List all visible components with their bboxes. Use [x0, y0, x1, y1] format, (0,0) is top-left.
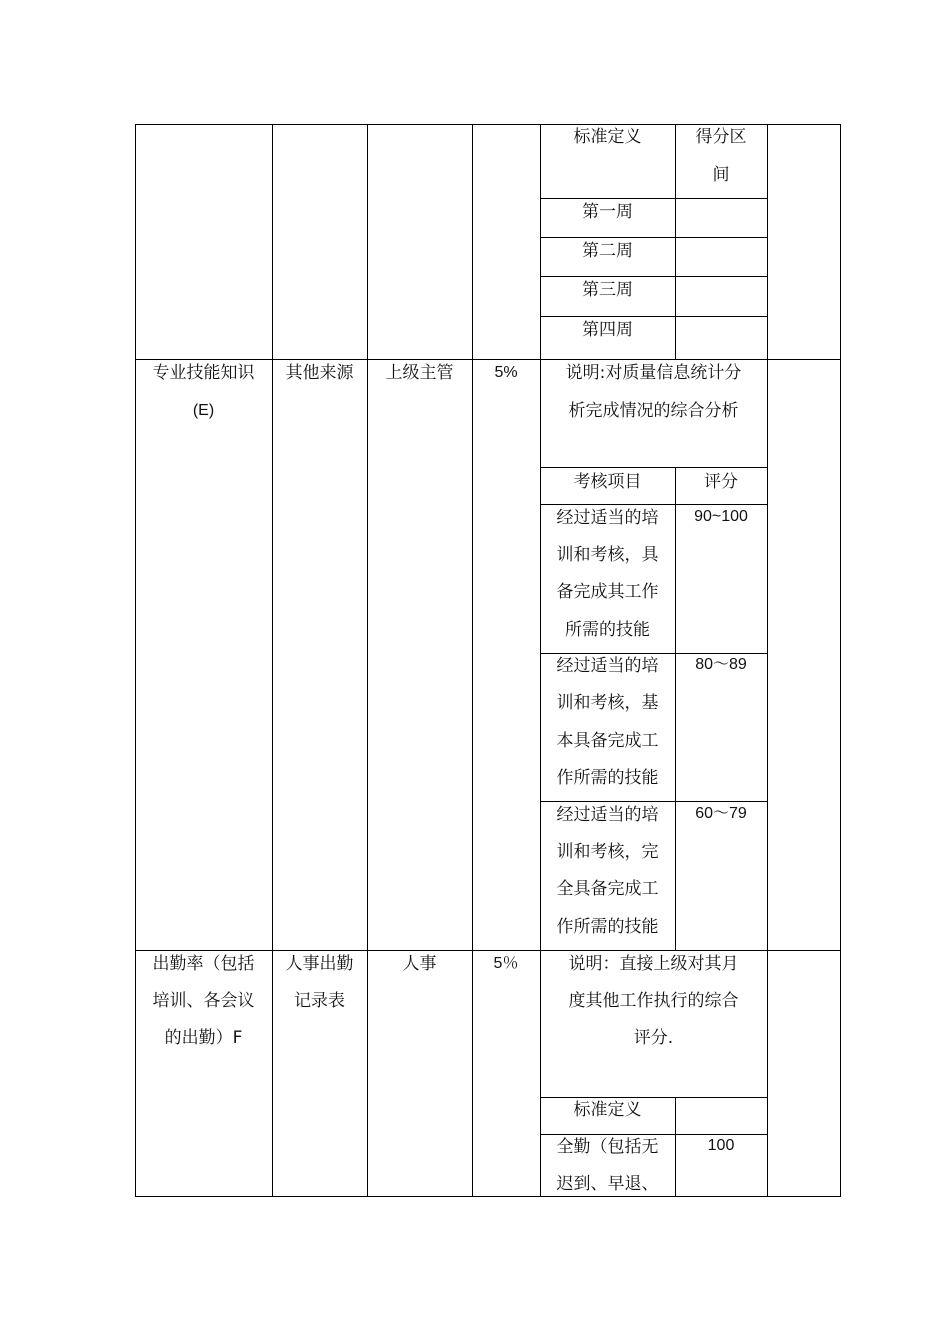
description-f-line1: 说明：直接上级对其月: [568, 954, 739, 974]
score-range-header-line2: 间: [712, 165, 730, 185]
data-source-f-line2: 记录表: [294, 991, 345, 1011]
criterion-1-line1: 经过适当的培: [556, 508, 659, 528]
weight-e: 5%: [494, 364, 518, 381]
data-source-e: 其他来源: [285, 363, 354, 383]
week-4-label: 第四周: [582, 320, 633, 340]
week-3-label: 第三周: [582, 280, 633, 300]
col-line-7: [840, 124, 841, 1197]
item-name-f-line1: 出勤率（包括: [152, 954, 255, 974]
description-f-line3: 评分.: [633, 1028, 674, 1048]
criterion-3-line1: 经过适当的培: [556, 805, 659, 825]
score-range-header-line1: 得分区: [695, 127, 747, 147]
week-1-label: 第一周: [582, 202, 633, 222]
weight-f: 5％: [493, 955, 519, 972]
item-name-f-line3: 的出勤）F: [164, 1028, 243, 1048]
attendance-criterion-line1: 全勤（包括无: [556, 1137, 659, 1157]
description-e-line1: 说明:对质量信息统计分: [565, 363, 742, 383]
item-name-e-line1: 专业技能知识: [152, 363, 255, 383]
description-e-line2: 析完成情况的综合分析: [568, 401, 739, 421]
criterion-1-line3: 备完成其工作: [556, 582, 659, 602]
description-f-line2: 度其他工作执行的综合: [568, 991, 739, 1011]
criterion-1-line2: 训和考核，具: [556, 545, 659, 565]
item-name-e-line2: (E): [192, 402, 215, 419]
data-source-f-line1: 人事出勤: [285, 954, 354, 974]
table-bottom-border: [135, 1196, 840, 1197]
col-line-2: [272, 124, 273, 1197]
col-line-4: [472, 124, 473, 1197]
item-name-f-line2: 培训、各会议: [152, 991, 255, 1011]
criterion-2-line1: 经过适当的培: [556, 656, 659, 676]
assessor-e: 上级主管: [385, 363, 454, 383]
assessor-f: 人事: [402, 954, 437, 974]
attendance-criterion-line2: 迟到、早退、: [556, 1174, 659, 1194]
criterion-3-line4: 作所需的技能: [556, 917, 659, 937]
standard-definition-header-f: 标准定义: [573, 1100, 642, 1120]
attendance-score: 100: [707, 1137, 735, 1154]
assessment-item-header: 考核项目: [573, 472, 642, 492]
week-2-label: 第二周: [582, 241, 633, 261]
criterion-2-line3: 本具备完成工: [556, 731, 659, 751]
criterion-3-score: 60～79: [695, 805, 747, 822]
score-header: 评分: [704, 472, 738, 492]
rowe-inner-vline: [675, 467, 676, 950]
criterion-1-line4: 所需的技能: [565, 620, 650, 640]
col-line-3: [367, 124, 368, 1197]
criterion-2-score: 80～89: [695, 656, 747, 673]
criterion-3-line3: 全具备完成工: [556, 879, 659, 899]
criterion-2-line2: 训和考核，基: [556, 693, 659, 713]
col-line-6: [767, 124, 768, 1197]
standard-definition-header: 标准定义: [573, 127, 642, 147]
criterion-3-line2: 训和考核，完: [556, 842, 659, 862]
criterion-1-score: 90~100: [694, 508, 748, 525]
criterion-2-line4: 作所需的技能: [556, 768, 659, 788]
